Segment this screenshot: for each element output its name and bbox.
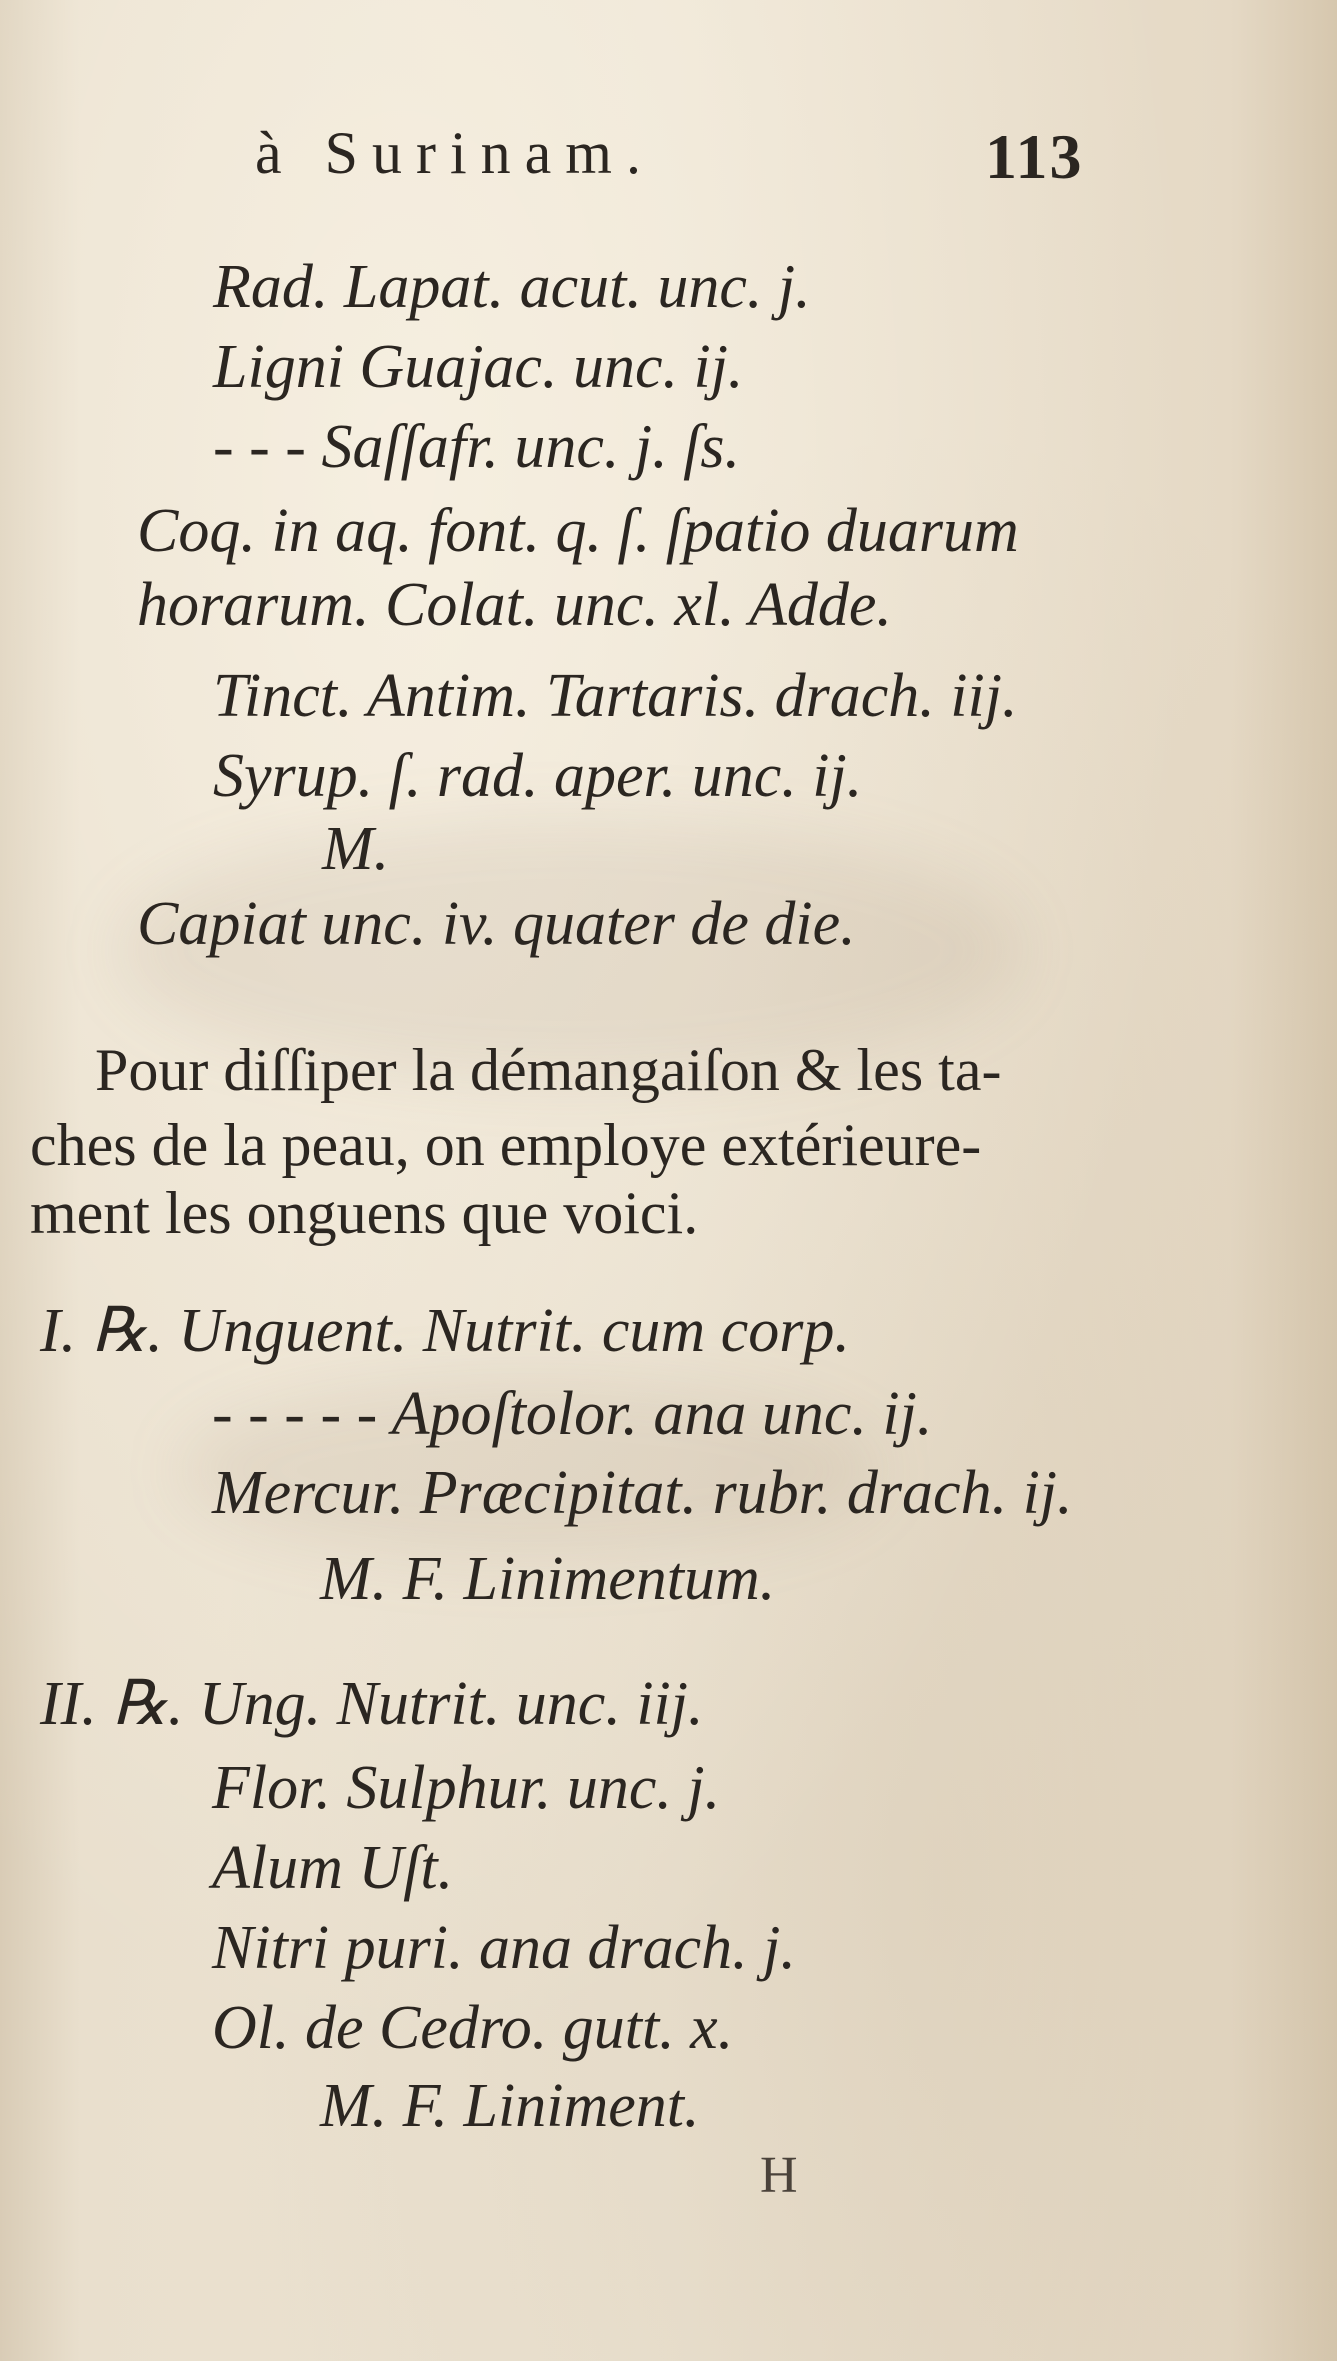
paragraph-line: ment les onguens que voici. <box>30 1180 699 1246</box>
recipe-line: M. F. Liniment. <box>320 2072 700 2140</box>
recipe-line: Mercur. Præcipitat. rubr. drach. ij. <box>212 1459 1073 1527</box>
recipe-line: M. F. Linimentum. <box>320 1545 776 1613</box>
recipe-line: I. ℞. Unguent. Nutrit. cum corp. <box>40 1297 850 1365</box>
recipe-line: Syrup. ſ. rad. aper. unc. ij. <box>213 742 863 810</box>
recipe-line: Rad. Lapat. acut. unc. j. <box>213 253 811 321</box>
recipe-line: Ligni Guajac. unc. ij. <box>213 333 744 401</box>
recipe-line: II. ℞. Ung. Nutrit. unc. iij. <box>40 1670 704 1738</box>
recipe-line: horarum. Colat. unc. xl. Adde. <box>137 571 892 639</box>
recipe-line: - - - Saſſafr. unc. j. ſs. <box>213 413 740 481</box>
paragraph-line: Pour diſſiper la démangaiſon & les ta- <box>95 1037 1002 1103</box>
recipe-line: Ol. de Cedro. gutt. x. <box>212 1994 734 2062</box>
page-number: 113 <box>985 121 1084 192</box>
paragraph-line: ches de la peau, on employe extérieure- <box>30 1112 982 1178</box>
recipe-line: Tinct. Antim. Tartaris. drach. iij. <box>213 662 1018 730</box>
recipe-line: Flor. Sulphur. unc. j. <box>212 1754 721 1822</box>
running-title: à Surinam. <box>255 120 655 186</box>
recipe-line: Alum Uſt. <box>212 1834 454 1902</box>
recipe-line: Coq. in aq. font. q. ſ. ſpatio duarum <box>137 497 1019 565</box>
recipe-line: M. <box>322 815 390 883</box>
signature-mark: H <box>760 2147 798 2204</box>
recipe-line: Capiat unc. iv. quater de die. <box>137 890 856 958</box>
recipe-line: Nitri puri. ana drach. j. <box>212 1914 796 1982</box>
recipe-line: - - - - - Apoſtolor. ana unc. ij. <box>212 1380 933 1448</box>
